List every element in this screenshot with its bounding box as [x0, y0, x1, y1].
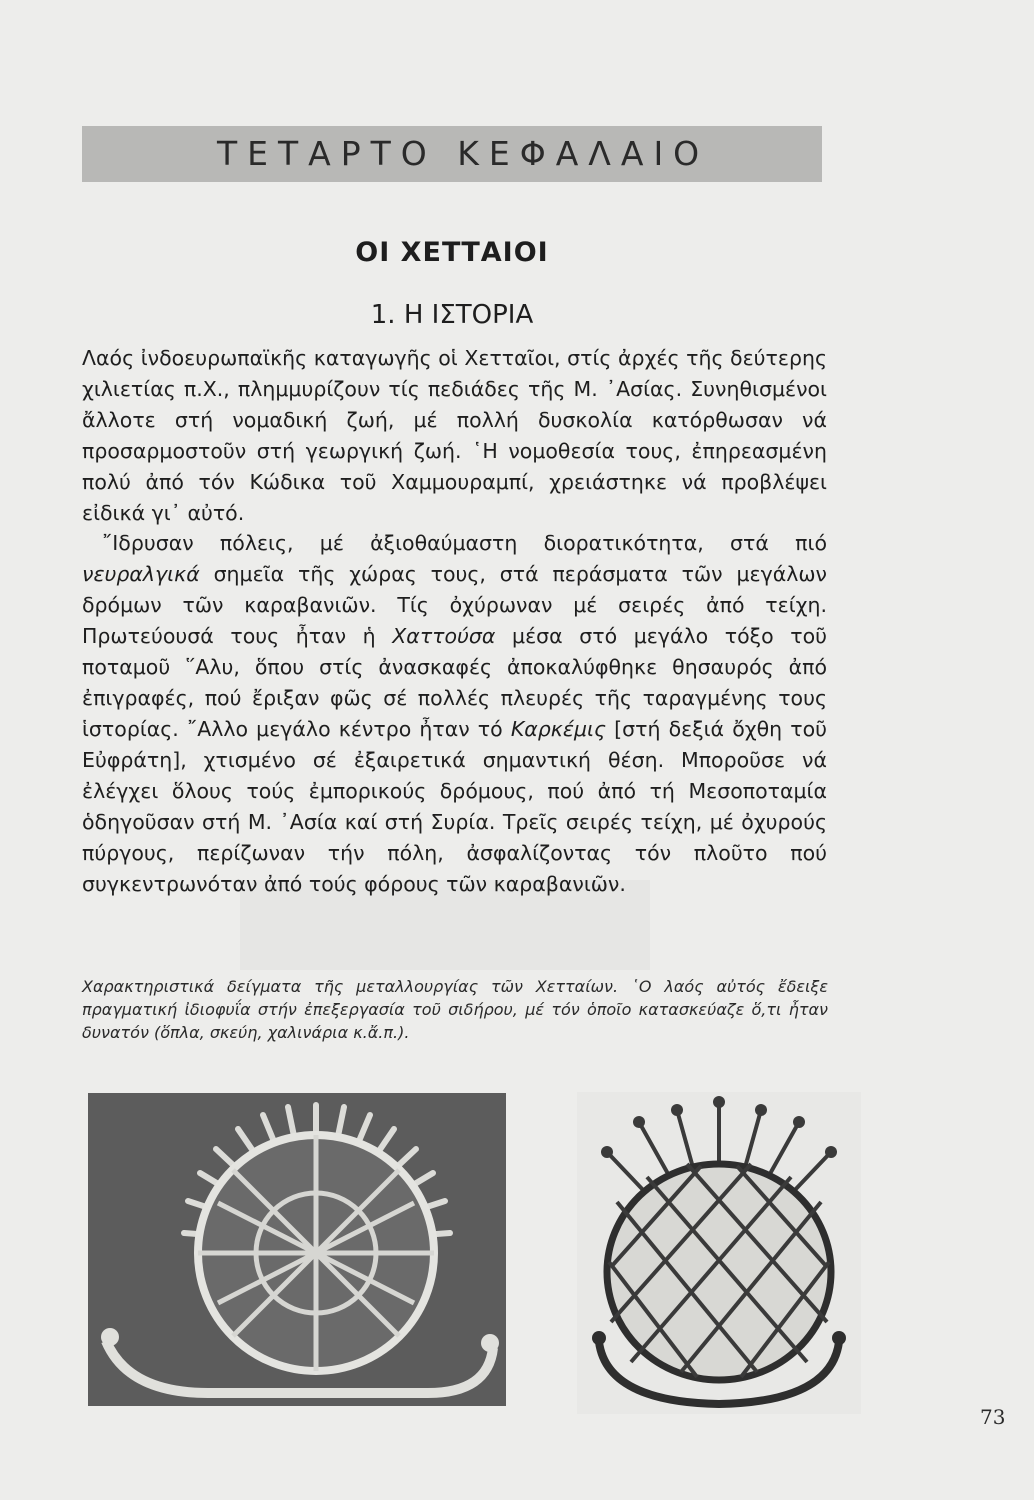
disk-spokes: [198, 1135, 434, 1371]
base-knob-left: [101, 1328, 119, 1346]
paragraph-2-part-1: ῎Ιδρυσαν πόλεις, μέ ἀξιοθαύμαστη διορατικότητα, στά πιό: [102, 531, 827, 555]
chapter-title: ΟΙ ΧΕΤΤΑΙΟΙ: [355, 237, 549, 268]
page-number: 73: [980, 1405, 1006, 1429]
base-knob-left: [592, 1331, 606, 1345]
paragraph-1: Λαός ἰνδοευρωπαϊκῆς καταγωγῆς οἱ Χετταῖοι, στίς ἀρχές τῆς δεύτερης χιλιετίας π.Χ., πλημμυρίζουν τίς πεδιάδες τῆς Μ. ᾿Ασίας. Συνηθισμένοι ἄλλοτε στή νομαδική ζωή, μέ πολλή δυσκολία κατόρθωσαν νά προσαρμοστοῦν στή γεωργική ζωή. ῾Η νομοθεσία τους, ἐπηρεασμένη πολύ ἀπό τόν Κώδικα τοῦ Χαμμουραμπί, χρειάστηκε νά προβλέψει εἰδικά γι᾿ αὐτό.: [82, 346, 827, 525]
paragraph-2-part-2: σημεῖα τῆς χώρας τους, στά περάσματα τῶν μεγάλων δρόμων τῶν καραβανιῶν. Τίς ὀχύρωναν μέ σειρές ἀπό τείχη. Πρωτεύουσά τους ἦταν ἡ: [82, 562, 827, 648]
paragraph-2-italic-3: Καρκέμις: [510, 717, 606, 741]
section-heading: 1. Η ΙΣΤΟΡΙΑ: [370, 300, 534, 330]
paragraph-2-part-3: μέσα στό μεγάλο τόξο τοῦ ποταμοῦ ῞Αλυ, ὅπου στίς ἀνασκαφές ἀποκαλύφθηκε θησαυρός ἀπό ἐπιγραφές, πού ἔριξαν φῶς σέ πολλές πλευρές τῆς ταραγμένης τους ἱστορίας. ῎Αλλο μεγάλο κέντρο ἦταν τό: [82, 624, 827, 741]
photo-sun-disk-standard: [88, 1093, 506, 1406]
paragraph-2-part-4: [στή δεξιά ὄχθη τοῦ Εὐφράτη], χτισμένο σέ ἐξαιρετικά σημαντική θέση. Μποροῦσε νά ἐλέγχει ὅλους τούς ἐμπορικούς δρόμους, πού ἀπό τή Μεσοποταμία ὁδηγοῦσαν στή Μ. ᾿Ασία καί στή Συρία. Τρεῖς σειρές τείχη, μέ ὀχυρούς πύργους, περίζωναν τήν πόλη, ἀσφαλίζοντας τόν πλοῦτο πού συγκεντρωνόταν ἀπό τούς φόρους τῶν καραβανιῶν.: [82, 717, 827, 896]
photo-lattice-standard: [577, 1092, 861, 1414]
paragraph-2-italic-1: νευραλγικά: [82, 562, 200, 586]
base-knob-right: [481, 1334, 499, 1352]
paragraph-2: [82, 528, 827, 900]
base-knob-right: [832, 1331, 846, 1345]
paragraph-2-italic-2: Χαττούσα: [392, 624, 496, 648]
figure-caption: Χαρακτηριστικά δείγματα τῆς μεταλλουργίας τῶν Χετταίων. ῾Ο λαός αὐτός ἔδειξε πραγματική ἰδιοφυΐα στήν ἐπεξεργασία τοῦ σιδήρου, μέ τόν ὁποῖο κατασκεύαζε ὅ,τι ἦταν δυνατόν (ὅπλα, σκεύη, χαλινάρια κ.ἄ.π.).: [82, 977, 828, 1042]
lattice-disk: [607, 1164, 831, 1380]
chapter-header-band: [82, 126, 822, 182]
chapter-label: ΤΕΤΑΡΤΟ ΚΕΦΑΛΑΙΟ: [217, 134, 710, 173]
